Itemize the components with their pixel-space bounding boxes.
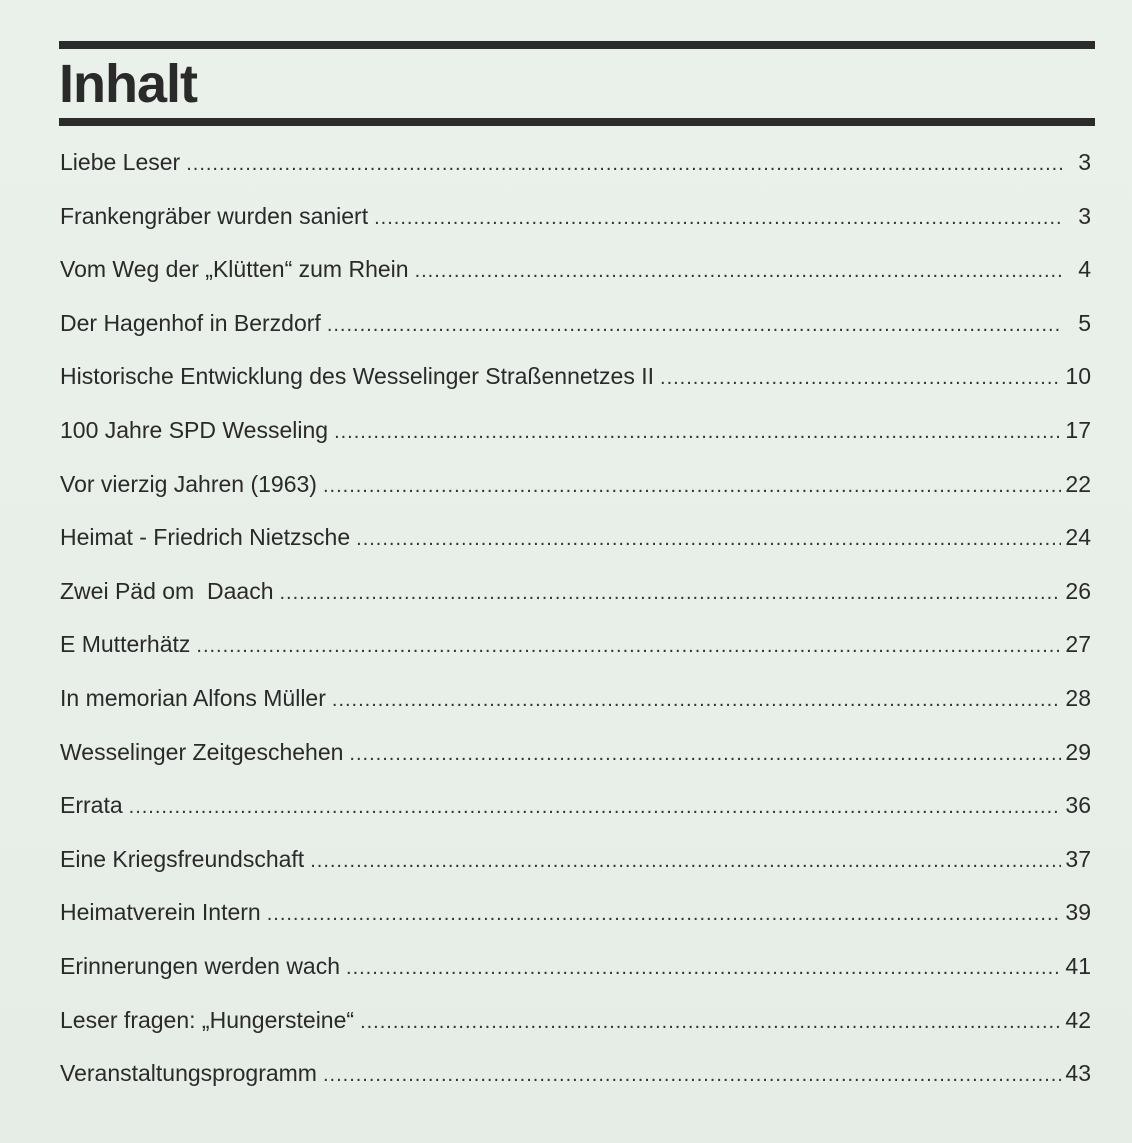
toc-entry-title: Leser fragen: „Hungersteine“ (60, 1006, 355, 1033)
dot-leader (310, 840, 1061, 882)
toc-entry-page: 24 (1065, 524, 1091, 551)
dot-leader (327, 304, 1063, 346)
toc-entry-title: Wesselinger Zeitgeschehen (60, 738, 344, 765)
toc-entry-page: 36 (1065, 792, 1091, 819)
toc-entry (60, 838, 1091, 892)
dot-leader (334, 411, 1061, 453)
toc-entry (60, 784, 1091, 838)
toc-entry (60, 945, 1091, 999)
toc-entry-page: 37 (1065, 845, 1091, 872)
dot-leader (415, 250, 1063, 292)
toc-entry-page: 39 (1065, 899, 1091, 926)
dot-leader (279, 572, 1061, 614)
dot-leader (349, 733, 1061, 775)
toc-entry (60, 891, 1091, 945)
dot-leader (356, 518, 1061, 560)
top-rule (59, 41, 1095, 49)
dot-leader (186, 143, 1063, 185)
toc-entry (60, 623, 1091, 677)
toc-entry-title: Heimatverein Intern (60, 899, 261, 926)
toc-entry-title: E Mutterhätz (60, 631, 191, 658)
toc-entry (60, 1052, 1091, 1106)
toc-entry-title: Liebe Leser (60, 149, 181, 175)
toc-entry-page: 3 (1078, 149, 1091, 175)
dot-leader (660, 357, 1061, 399)
toc-entry-title: Frankengräber wurden saniert (60, 202, 369, 229)
toc-entry-page: 3 (1078, 202, 1091, 229)
toc-entry (60, 999, 1091, 1053)
toc-entry-page: 5 (1078, 309, 1091, 336)
toc-entry-title: Der Hagenhof in Berzdorf (60, 309, 321, 336)
toc-entry-page: 22 (1065, 470, 1091, 497)
toc-entry-page: 27 (1065, 631, 1091, 658)
toc-entry (60, 409, 1091, 463)
dot-leader (129, 786, 1062, 828)
toc-entry-page: 43 (1065, 1060, 1091, 1087)
toc-entry-page: 41 (1065, 952, 1091, 979)
toc-entry (60, 463, 1091, 517)
dot-leader (323, 465, 1061, 507)
toc-entry-title: Vor vierzig Jahren (1963) (60, 470, 317, 497)
toc-entry-title: Errata (60, 792, 123, 819)
toc-entry (60, 570, 1091, 624)
toc-entry (60, 248, 1091, 302)
dot-leader (196, 625, 1061, 667)
toc-entry (60, 355, 1091, 409)
toc-entry (60, 516, 1091, 570)
dot-leader (374, 197, 1063, 239)
toc-entry-title: Vom Weg der „Klütten“ zum Rhein (60, 256, 409, 283)
toc-entry (60, 141, 1091, 195)
dot-leader (323, 1054, 1061, 1096)
toc-entry-title: Erinnerungen werden wach (60, 952, 341, 979)
dot-leader (360, 1001, 1061, 1043)
toc-entry-title: Veranstaltungsprogramm (60, 1060, 317, 1087)
toc-entry (60, 677, 1091, 731)
dot-leader (332, 679, 1062, 721)
dot-leader (346, 947, 1061, 989)
toc-entry-page: 10 (1065, 363, 1091, 390)
toc-entry-page: 4 (1078, 256, 1091, 283)
toc-entry-page: 29 (1065, 738, 1091, 765)
toc-entry-title: Zwei Päd om Daach (60, 577, 274, 604)
toc-entry (60, 195, 1091, 249)
toc-entry-page: 42 (1065, 1006, 1091, 1033)
toc-entry (60, 731, 1091, 785)
toc-entry (60, 302, 1091, 356)
toc-entry-page: 26 (1065, 577, 1091, 604)
toc-entry-title: Eine Kriegsfreundschaft (60, 845, 305, 872)
toc-entry-title: Heimat - Friedrich Nietzsche (60, 524, 351, 551)
toc-entry-page: 17 (1065, 416, 1091, 443)
toc-entry-title: Historische Entwicklung des Wesselinger Straßennetzes II (60, 363, 655, 390)
title-underline-rule (59, 118, 1095, 126)
toc-entry-title: In memorian Alfons Müller (60, 684, 326, 711)
table-of-contents (60, 141, 1091, 1106)
page-title: Inhalt (59, 54, 197, 114)
toc-entry-page: 28 (1065, 684, 1091, 711)
dot-leader (267, 893, 1062, 935)
toc-entry-title: 100 Jahre SPD Wesseling (60, 416, 329, 443)
